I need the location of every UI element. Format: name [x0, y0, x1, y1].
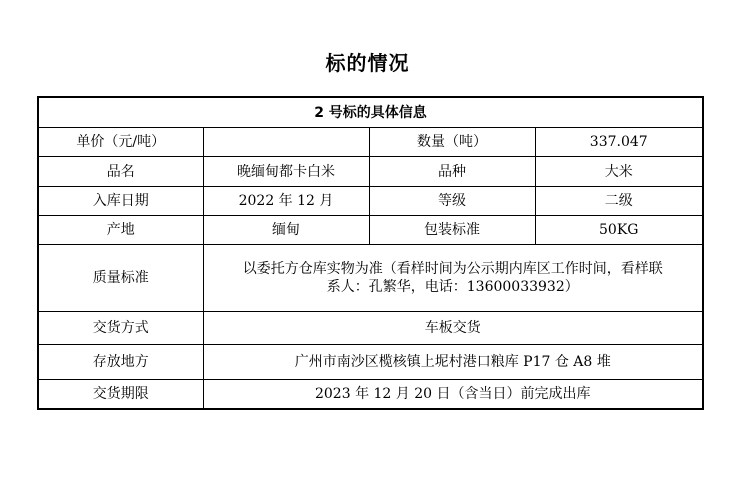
delivery-method-label: 交货方式: [38, 312, 203, 345]
storage-date-value: 2022 年 12 月: [203, 187, 369, 216]
quantity-label: 数量（吨）: [369, 128, 535, 157]
quality-standard-label: 质量标准: [38, 245, 203, 312]
quality-standard-value: [203, 245, 703, 312]
quality-standard-line-1: 以委托方仓库实物为准（看样时间为公示期内库区工作时间，看样联: [242, 261, 663, 277]
packaging-label: 包装标准: [369, 216, 535, 245]
variety-value: 大米: [535, 157, 703, 187]
grade-value: 二级: [535, 187, 703, 216]
storage-location-value: 广州市南沙区榄核镇上坭村港口粮库 P17 仓 A8 堆: [203, 345, 703, 380]
table-row: [38, 312, 703, 345]
table-row: [38, 380, 703, 409]
page-title: 标的情况: [325, 51, 410, 75]
unit-price-value: [203, 128, 369, 157]
delivery-method-value: 车板交货: [203, 312, 703, 345]
packaging-value: 50KG: [535, 216, 703, 245]
product-name-value: 晚缅甸都卡白米: [203, 157, 369, 187]
table-row: [38, 157, 703, 187]
table-row: [38, 128, 703, 157]
table-row: [38, 187, 703, 216]
grade-label: 等级: [369, 187, 535, 216]
storage-date-label: 入库日期: [38, 187, 203, 216]
table-row: [38, 245, 703, 312]
storage-location-label: 存放地方: [38, 345, 203, 380]
quality-standard-line-2: 系人：孔繁华，电话：13600033932）: [326, 279, 579, 295]
table-row: [38, 345, 703, 380]
origin-value: 缅甸: [203, 216, 369, 245]
lot-info-table: [37, 96, 704, 410]
variety-label: 品种: [369, 157, 535, 187]
origin-label: 产地: [38, 216, 203, 245]
table-row: [38, 216, 703, 245]
delivery-deadline-value: 2023 年 12 月 20 日（含当日）前完成出库: [203, 380, 703, 409]
product-name-label: 品名: [38, 157, 203, 187]
delivery-deadline-label: 交货期限: [38, 380, 203, 409]
quantity-value: 337.047: [535, 128, 703, 157]
table-caption: 2 号标的具体信息: [38, 97, 703, 128]
unit-price-label: 单价（元/吨）: [38, 128, 203, 157]
